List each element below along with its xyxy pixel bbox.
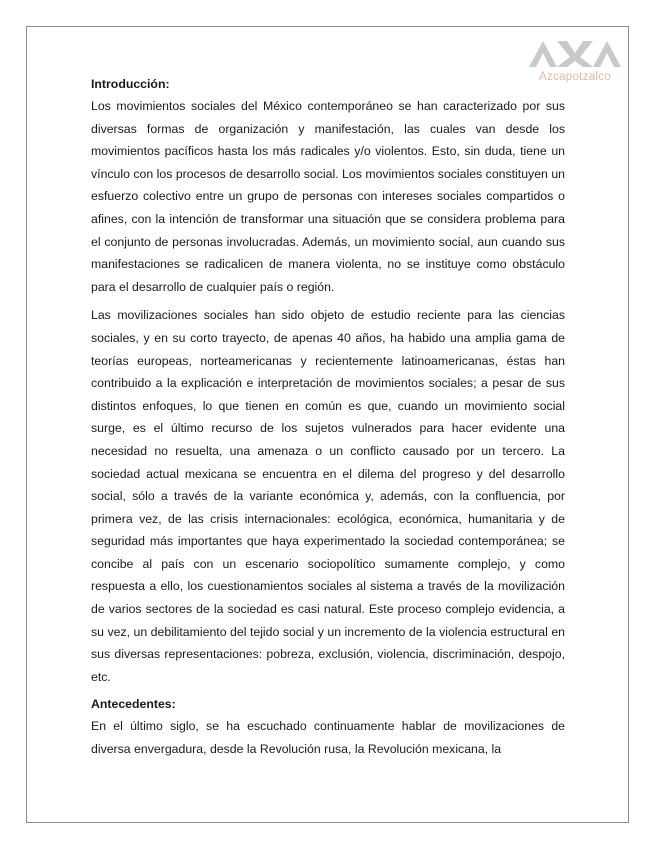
paragraph: Las movilizaciones sociales han sido objeto de estudio reciente para las ciencias sociales, y en su corto trayecto, de apenas 40 años, ha habido una amplia gama de teorías europeas, norteamericanas y recientemente latinoamericanas, éstas han contribuido a la explicación e interpretación de movimientos sociales; a pesar de sus distintos enfoques, lo que tienen en común es que, cuando un movimiento social surge, es el último recurso de los sujetos vulnerados para hacer evidente una necesidad no resuelta, una amenaza o un conflicto causado por un tercero. La sociedad actual mexicana se encuentra en el dilema del progreso y del desarrollo social, sólo a través de la variante económica y, además, con la confluencia, por primera vez, de las crisis internacionales: ecológica, económica, humanitaria y de seguridad más importantes que haya experimentado la sociedad contemporánea; se concibe al país con un escenario sociopolítico sumamente complejo, y como respuesta a ello, los cuestionamientos sociales al sistema a través de la movilización de varios sectores de la sociedad es casi natural. Este proceso complejo evidencia, a su vez, un debilitamiento del tejido social y un incremento de la violencia estructural en sus diversas representaciones: pobreza, exclusión, violencia, discriminación, despojo, etc. <box>91 308 565 684</box>
logo-text: Azcapotzalco <box>539 71 611 83</box>
section-heading-introduccion: Introducción: <box>91 77 170 91</box>
uam-logo-icon <box>527 39 623 69</box>
paragraph: En el último siglo, se ha escuchado continuamente hablar de movilizaciones de diversa envergadura, desde la Revolución rusa, la Revolución mexicana, la <box>91 719 565 757</box>
document-body <box>91 74 565 761</box>
paragraph: Los movimientos sociales del México contemporáneo se han caracterizado por sus diversas formas de organización y manifestación, las cuales van desde los movimientos pacíficos hasta los más radicales y/o violentos. Esto, sin duda, tiene un vínculo con los procesos de desarrollo social. Los movimientos sociales constituyen un esfuerzo colectivo entre un grupo de personas con intereses sociales compartidos o afines, con la intención de transformar una situación que se considera problema para el conjunto de personas involucradas. Además, un movimiento social, aun cuando sus manifestaciones se radicalicen de manera violenta, no se instituye como obstáculo para el desarrollo de cualquier país o región. <box>91 99 565 294</box>
section-heading-antecedentes: Antecedentes: <box>91 697 176 712</box>
